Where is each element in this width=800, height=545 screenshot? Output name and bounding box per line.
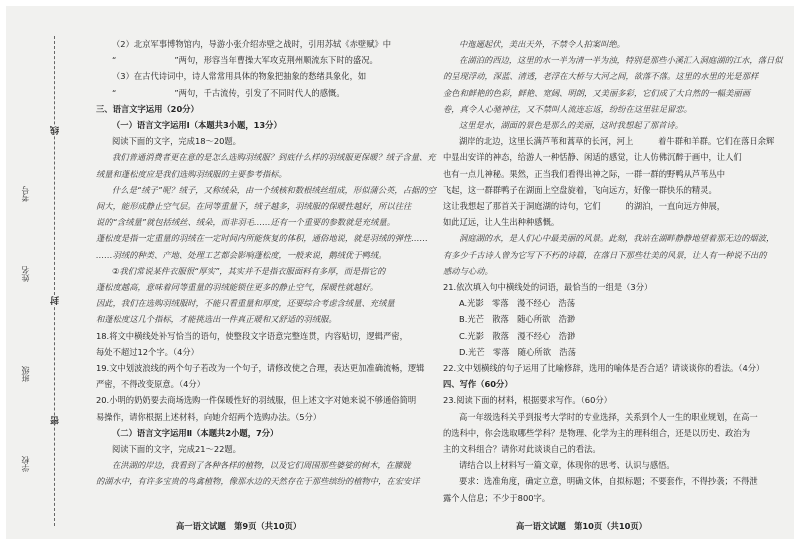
- seal-mark-seal: 封: [51, 296, 61, 305]
- gutter-label-exam-number: 考号: [21, 186, 30, 202]
- text-line: D.光芒 零落 随心所欲 浩荡: [459, 346, 576, 357]
- text-line: 说的“含绒量”就包括绒丝、绒朵，而非羽毛……还有一个重要的参数就是充绒量。: [96, 217, 395, 228]
- text-line: （3）在古代诗词中，诗人常常用具体的物象把抽象的愁绪具象化，如: [112, 71, 367, 82]
- text-line: 严密，不得改变原意。（4分）: [96, 379, 205, 390]
- text-line: 请结合以上材料写一篇文章，体现你的思考、认识与感悟。: [459, 460, 675, 471]
- page-9-footer: 高一语文试题 第9页（共10页）: [176, 521, 302, 531]
- text-line: 19.文中划波浪线的两个句子若改为一个句子，请修改使之合理，表达更加准确流畅，逻辑: [96, 363, 425, 374]
- gutter-label-school: 学校: [21, 456, 30, 472]
- binding-gutter: [16, 36, 76, 526]
- text-line: 18.将文中横线处补写恰当的语句，使整段文字语意完整连贯，内容贴切，逻辑严密，: [96, 330, 408, 341]
- text-line: ②我们常说某件衣服很“厚实”，其实并不是指衣服面料有多厚，而是指它的: [112, 265, 386, 276]
- page-9-column: [96, 36, 436, 490]
- text-line: 感动与心动。: [443, 265, 493, 276]
- text-line: 每处不超过12个字。（4分）: [96, 346, 199, 357]
- text-line: 如此辽远，让人生出种种感慨。: [443, 217, 560, 228]
- text-line: 这让我想起了那首关于洞庭湖的诗句，它们 的湖泊，一直向远方伸展，: [443, 201, 726, 212]
- gutter-label-name: 姓名: [21, 266, 30, 282]
- text-line: 要求：选准角度，确定立意，明确文体，自拟标题；不要套作，不得抄袭；不得泄: [459, 476, 758, 487]
- text-line: 的选科中，你会选取哪些学科？是物理、化学为主的理科组合，还是以历史、政治为: [443, 427, 750, 438]
- text-line: ……羽绒的种类、产地、处理工艺都会影响蓬松度，一般来说，鹅绒优于鸭绒。: [96, 249, 387, 260]
- text-line: 绒量和蓬松度应是我们选购羽绒服的主要参考指标。: [96, 168, 287, 179]
- seal-line: [54, 36, 55, 526]
- seal-mark-line: 线: [51, 126, 61, 135]
- text-line: 中迤逦起伏，美出天外，不禁令人拍案叫绝。: [459, 39, 625, 49]
- text-line: 有多少千古诗人曾为它写下不朽的诗篇，在落日下那些壮美的风景，让人有一种说不出的: [443, 249, 767, 260]
- text-line: 也有一点儿神秘。果然，正当我们看得出神之际，一群一群的野鸭从芦苇丛中: [443, 168, 726, 179]
- text-line: 和蓬松度这几个指标，才能挑选出一件真正暖和又舒适的羽绒服。: [96, 314, 337, 325]
- text-line: 在洪湖的岸边，我看到了各种各样的植物，以及它们周围那些婆娑的树木，在朦胧: [112, 460, 411, 471]
- text-line: 露个人信息；不少于800字。: [443, 492, 551, 503]
- text-line: 23.阅读下面的材料，根据要求写作。（60分）: [443, 395, 612, 406]
- gutter-label-class: 班级: [21, 366, 30, 382]
- text-line: 在湖泊的西边，这里的水一半为清一半为浊，特别是那些小溪汇入洞庭湖的江水，落日似: [459, 55, 783, 66]
- text-line: 阅读下面的文字，完成21～22题。: [112, 444, 241, 455]
- text-line: 的呈现浮动，深蓝、清透，老浮在大桥与大河之间，欲落不落。这里的水里的光是那样: [443, 71, 759, 82]
- text-line: 我们普通消费者更在意的是怎么选购羽绒服？到底什么样的羽绒服更保暖？绒子含量、充: [112, 152, 436, 163]
- text-line: “ ”两句，千古流传，引发了不同时代人的感慨。: [112, 87, 345, 98]
- text-line: 21.依次填入句中横线处的词语，最恰当的一组是（3分）: [443, 282, 653, 293]
- text-line: 卷，真令人心驰神往，又不禁叫人流连忘返，纷纷在这里驻足留恋。: [443, 103, 692, 114]
- text-line: 四、写作（60分）: [443, 379, 513, 390]
- text-line: 这里是水，湖面的景色是那么的美丽，这时我想起了那首诗。: [459, 120, 684, 131]
- text-line: 洞庭湖的水，是人们心中最美丽的风景。此刻，我站在湖畔静静地望着那无边的烟波，: [459, 233, 775, 244]
- text-line: “ ”两句，形容当年曹操大军攻克荆州顺流东下时的盛况。: [112, 55, 378, 66]
- text-line: 主的文科组合？请你对此谈谈自己的看法。: [443, 444, 601, 455]
- text-line: C.光影 散落 漫不经心 浩渺: [459, 330, 576, 341]
- text-line: B.光芒 散落 随心所欲 浩渺: [459, 314, 576, 325]
- text-line: 易操作，请你根据上述材料，向她介绍两个选购办法。（5分）: [96, 411, 322, 422]
- text-line: 飞起，这一群群鸭子在湖面上空盘旋着，飞向远方，好像一群快乐的精灵。: [443, 184, 717, 195]
- text-line: 蓬松度越高，意味着同等重量的羽绒能锁住更多的静止空气，保暖性就越好。: [96, 282, 379, 293]
- text-line: 金色和鲜艳的色彩，鲜艳、宽阔、明朗，又美丽多彩，它们成了大自然的一幅美丽画: [443, 87, 750, 98]
- text-line: 湖岸的北边，这里长满芦苇和蒿草的长河，河上 着牛群和羊群。它们在落日余辉: [459, 136, 775, 147]
- text-line: （2）北京军事博物馆内，导游小张介绍赤壁之战时，引用苏轼《赤壁赋》中: [112, 39, 392, 49]
- text-line: 高一年级选科关乎到报考大学时的专业选择，关系到个人一生的职业规划，在高一: [459, 411, 758, 422]
- seal-mark-secret: 密: [51, 416, 61, 425]
- text-line: A.光影 零落 漫不经心 浩荡: [459, 298, 576, 309]
- text-line: 蓬松度是指一定重量的羽绒在一定时间内所能恢复的体积，通俗地说，就是羽绒的弹性……: [96, 233, 428, 244]
- text-line: 的湖水中，有许多宝贵的鸟禽植物，像那水边的天然存在于那些缤纷的植物中，在宏安详: [96, 476, 420, 487]
- text-line: 中显出安详的神态，给游人一种恬静、闲适的感觉，让人仿佛沉醉于画中，让人们: [443, 152, 742, 163]
- exam-sheet: [6, 6, 794, 539]
- page-10-column: [443, 36, 783, 506]
- text-line: 阅读下面的文字，完成18～20题。: [112, 136, 241, 147]
- text-line: （一）语言文字运用Ⅰ（本题共3小题，13分）: [112, 120, 282, 131]
- text-line: 22.文中划横线的句子运用了比喻修辞，选用的喻体是否合适？请谈谈你的看法。（4分）: [443, 363, 765, 374]
- page-10-footer: 高一语文试题 第10页（共10页）: [516, 521, 647, 531]
- text-line: （二）语言文字运用Ⅱ（本题共2小题，7分）: [112, 427, 279, 438]
- text-line: 什么是“绒子”呢？绒子，又称绒朵，由一个绒核和数根绒丝组成，形似蒲公英，占据的空: [112, 184, 436, 195]
- text-line: 因此，我们在选购羽绒服时，不能只看重量和厚度，还要综合考虑含绒量、充绒量: [96, 298, 395, 309]
- text-line: 20.小明的奶奶要去商场选购一件保暖性好的羽绒服，但上述文字对她来说不够通俗简明: [96, 395, 417, 406]
- text-line: 间大，能形成静止空气层。在同等重量下，绒子越多，羽绒服的保暖性越好，所以往往: [96, 201, 412, 212]
- text-line: 三、语言文字运用（20分）: [96, 103, 199, 114]
